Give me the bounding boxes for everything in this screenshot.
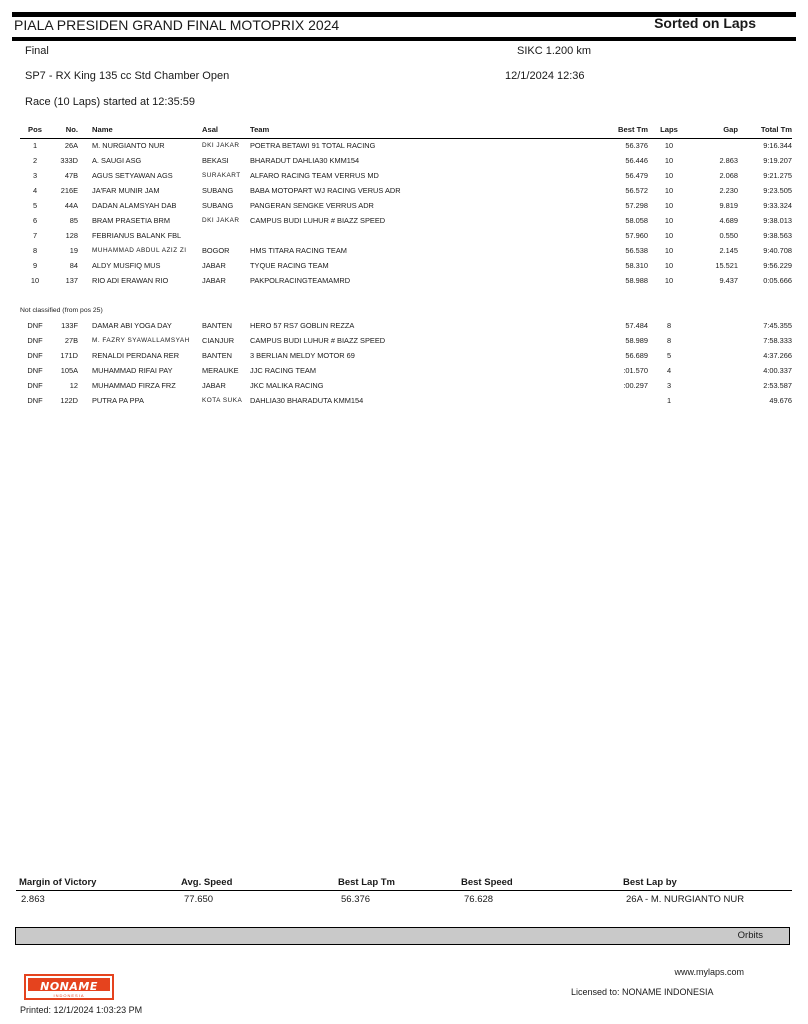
cell-asal: DKI JAKAR xyxy=(202,217,240,224)
cell-total: 9:40.708 xyxy=(763,246,792,255)
cell-best: 56.479 xyxy=(625,171,648,180)
cell-name: JA'FAR MUNIR JAM xyxy=(92,186,160,195)
race-summary xyxy=(16,874,792,909)
cell-total: 2:53.587 xyxy=(763,381,792,390)
website: www.mylaps.com xyxy=(674,967,744,977)
license-info: Licensed to: NONAME INDONESIA xyxy=(571,987,714,997)
cell-pos: 7 xyxy=(32,231,38,240)
cell-name: MUHAMMAD ABDUL AZIZ ZI xyxy=(92,247,187,254)
table-header-row xyxy=(20,124,792,138)
col-pos: Pos xyxy=(20,124,50,138)
table-row xyxy=(20,243,792,258)
cell-total: 7:45.355 xyxy=(763,321,792,330)
margin-label: Margin of Victory xyxy=(19,877,97,888)
cell-name: PUTRA PA PPA xyxy=(92,396,144,405)
cell-no: 137 xyxy=(65,276,78,285)
cell-best: 57.960 xyxy=(625,231,648,240)
cell-laps: 5 xyxy=(666,351,672,360)
cell-no: 122D xyxy=(60,396,78,405)
orbits-label: Orbits xyxy=(737,930,763,941)
cell-laps: 10 xyxy=(664,231,674,240)
results-table xyxy=(20,124,792,408)
cell-team: JKC MALIKA RACING xyxy=(250,381,324,390)
col-gap: Gap xyxy=(690,124,738,138)
cell-best: 58.989 xyxy=(625,336,648,345)
cell-name: ALDY MUSFIQ MUS xyxy=(92,261,161,270)
cell-best: 57.484 xyxy=(625,321,648,330)
cell-best: 56.689 xyxy=(625,351,648,360)
best-lap-label: Best Lap Tm xyxy=(338,877,396,888)
printed-timestamp: Printed: 12/1/2024 1:03:23 PM xyxy=(20,1005,143,1015)
col-team: Team xyxy=(250,124,586,138)
cell-laps: 4 xyxy=(666,366,672,375)
col-total: Total Tm xyxy=(738,124,792,138)
cell-name: M. FAZRY SYAWALLAMSYAH xyxy=(92,337,190,344)
cell-gap xyxy=(690,138,738,153)
table-row xyxy=(20,213,792,228)
report-title: PIALA PRESIDEN GRAND FINAL MOTOPRIX 2024 xyxy=(14,17,340,33)
cell-no: 47B xyxy=(64,171,78,180)
cell-pos: DNF xyxy=(27,366,43,375)
table-row xyxy=(20,153,792,168)
table-row xyxy=(20,318,792,333)
orbits-bar xyxy=(15,927,790,945)
cell-team: CAMPUS BUDI LUHUR # BIAZZ SPEED xyxy=(250,336,386,345)
cell-team: PANGERAN SENGKE VERRUS ADR xyxy=(250,201,374,210)
cell-asal: JABAR xyxy=(202,261,226,270)
cell-no: 27B xyxy=(64,336,78,345)
best-speed-value: 76.628 xyxy=(464,894,494,905)
cell-team: BABA MOTOPART WJ RACING VERUS ADR xyxy=(250,186,401,195)
cell-laps: 10 xyxy=(664,261,674,270)
table-row xyxy=(20,138,792,153)
cell-gap: 2.145 xyxy=(719,246,738,255)
cell-total: 7:58.333 xyxy=(763,336,792,345)
cell-asal: BOGOR xyxy=(202,246,230,255)
track-info: SIKC 1.200 km xyxy=(517,45,591,57)
cell-laps: 10 xyxy=(664,216,674,225)
cell-name: A. SAUGI ASG xyxy=(92,156,142,165)
summary-header xyxy=(16,874,792,891)
cell-total: 9:16.344 xyxy=(763,141,792,151)
col-asal: Asal xyxy=(202,124,250,138)
cell-best: 58.310 xyxy=(625,261,648,270)
cell-laps: 1 xyxy=(666,396,672,405)
cell-name: FEBRIANUS BALANK FBL xyxy=(92,231,182,240)
best-lap-value: 56.376 xyxy=(341,894,371,905)
cell-gap: 2.863 xyxy=(719,156,738,165)
cell-team: CAMPUS BUDI LUHUR # BIAZZ SPEED xyxy=(250,216,386,225)
cell-name: MUHAMMAD FIRZA FRZ xyxy=(92,381,176,390)
sort-label: Sorted on Laps xyxy=(654,15,756,31)
cell-laps: 10 xyxy=(664,246,674,255)
cell-laps: 10 xyxy=(664,201,674,210)
race-start: Race (10 Laps) started at 12:35:59 xyxy=(25,96,195,108)
cell-no: 105A xyxy=(60,366,78,375)
cell-pos: 10 xyxy=(30,276,40,285)
col-best: Best Tm xyxy=(586,124,648,138)
cell-best: 56.572 xyxy=(625,186,648,195)
cell-asal: MERAUKE xyxy=(202,366,239,375)
cell-name: RIO ADI ERAWAN RIO xyxy=(92,276,169,285)
not-classified-label: Not classified (from pos 25) xyxy=(20,307,103,314)
cell-laps: 8 xyxy=(666,321,672,330)
cell-gap xyxy=(690,333,738,348)
cell-total: 9:21.275 xyxy=(763,171,792,180)
margin-value: 2.863 xyxy=(21,894,45,905)
cell-laps: 8 xyxy=(666,336,672,345)
cell-no: 216E xyxy=(60,186,78,195)
cell-asal: KOTA SUKA xyxy=(202,397,243,404)
best-speed-label: Best Speed xyxy=(461,877,513,888)
session-label: Final xyxy=(25,45,49,57)
avg-speed-value: 77.650 xyxy=(184,894,214,905)
table-row xyxy=(20,198,792,213)
cell-total: 4:00.337 xyxy=(763,366,792,375)
cell-name: M. NURGIANTO NUR xyxy=(92,141,165,151)
cell-no: 171D xyxy=(60,351,78,360)
cell-no: 84 xyxy=(69,261,78,270)
cell-pos: 5 xyxy=(32,201,38,210)
cell-asal xyxy=(202,228,250,243)
cell-total: 0:05.666 xyxy=(763,276,792,285)
cell-pos: 1 xyxy=(32,141,38,151)
col-no: No. xyxy=(50,124,92,138)
cell-best xyxy=(586,393,648,408)
cell-gap: 2.068 xyxy=(719,171,738,180)
summary-values xyxy=(16,891,792,909)
cell-name: BRAM PRASETIA BRM xyxy=(92,216,171,225)
best-lap-by-value: 26A - M. NURGIANTO NUR xyxy=(626,894,745,905)
cell-best: 58.058 xyxy=(625,216,648,225)
cell-team: HMS TITARA RACING TEAM xyxy=(250,246,347,255)
cell-name: MUHAMMAD RIFAI PAY xyxy=(92,366,173,375)
cell-total: 9:23.505 xyxy=(763,186,792,195)
cell-team: DAHLIA30 BHARADUTA KMM154 xyxy=(250,396,364,405)
cell-gap: 15.521 xyxy=(715,261,738,270)
avg-speed-label: Avg. Speed xyxy=(181,877,233,888)
cell-laps: 10 xyxy=(664,186,674,195)
cell-pos: 9 xyxy=(32,261,38,270)
cell-laps: 10 xyxy=(664,156,674,165)
cell-laps: 10 xyxy=(664,141,674,151)
cell-asal: SUBANG xyxy=(202,186,234,195)
table-row xyxy=(20,378,792,393)
cell-pos: 8 xyxy=(32,246,38,255)
logo-subtext: INDONESIA xyxy=(53,993,85,998)
cell-no: 85 xyxy=(69,216,78,225)
cell-laps: 10 xyxy=(664,276,674,285)
cell-total: 49.676 xyxy=(769,396,792,405)
cell-gap xyxy=(690,363,738,378)
cell-name: RENALDI PERDANA RER xyxy=(92,351,180,360)
cell-asal: BANTEN xyxy=(202,321,232,330)
cell-pos: DNF xyxy=(27,336,43,345)
cell-gap: 2.230 xyxy=(719,186,738,195)
cell-name: DADAN ALAMSYAH DAB xyxy=(92,201,177,210)
cell-pos: DNF xyxy=(27,396,43,405)
results-body xyxy=(20,138,792,408)
cell-gap xyxy=(690,318,738,333)
cell-no: 333D xyxy=(60,156,78,165)
cell-team: TYQUE RACING TEAM xyxy=(250,261,329,270)
cell-best: 56.538 xyxy=(625,246,648,255)
cell-gap xyxy=(690,378,738,393)
report-header xyxy=(14,17,794,37)
table-row xyxy=(20,393,792,408)
col-laps: Laps xyxy=(648,124,690,138)
cell-team: JJC RACING TEAM xyxy=(250,366,316,375)
datetime: 12/1/2024 12:36 xyxy=(505,70,585,82)
cell-laps: 3 xyxy=(666,381,672,390)
table-row xyxy=(20,183,792,198)
cell-best: 57.298 xyxy=(625,201,648,210)
table-row xyxy=(20,168,792,183)
cell-no: 44A xyxy=(64,201,78,210)
cell-pos: 4 xyxy=(32,186,38,195)
class-label: SP7 - RX King 135 cc Std Chamber Open xyxy=(25,70,230,82)
cell-gap: 4.689 xyxy=(719,216,738,225)
cell-pos: 6 xyxy=(32,216,38,225)
cell-total: 9:33.324 xyxy=(763,201,792,210)
cell-gap: 0.550 xyxy=(719,231,738,240)
cell-total: 4:37.266 xyxy=(763,351,792,360)
col-name: Name xyxy=(92,124,202,138)
cell-team: PAKPOLRACINGTEAMAMRD xyxy=(250,276,351,285)
cell-asal: JABAR xyxy=(202,381,226,390)
cell-gap xyxy=(690,348,738,363)
table-row xyxy=(20,228,792,243)
cell-total: 9:19.207 xyxy=(763,156,792,165)
noname-logo xyxy=(24,974,114,1000)
table-row xyxy=(20,348,792,363)
cell-pos: DNF xyxy=(27,381,43,390)
best-lap-by-label: Best Lap by xyxy=(623,877,677,888)
cell-pos: 3 xyxy=(32,171,38,180)
cell-best: 56.446 xyxy=(625,156,648,165)
cell-gap: 9.437 xyxy=(719,276,738,285)
header-rule xyxy=(12,37,796,41)
cell-asal: SURAKART xyxy=(202,172,241,179)
cell-team: POETRA BETAWI 91 TOTAL RACING xyxy=(250,141,376,151)
cell-no: 26A xyxy=(64,141,78,151)
cell-asal: BEKASI xyxy=(202,156,229,165)
cell-name: AGUS SETYAWAN AGS xyxy=(92,171,173,180)
cell-no: 12 xyxy=(69,381,78,390)
cell-team: BHARADUT DAHLIA30 KMM154 xyxy=(250,156,360,165)
cell-pos: DNF xyxy=(27,321,43,330)
cell-total: 9:38.563 xyxy=(763,231,792,240)
table-row xyxy=(20,273,792,288)
table-row xyxy=(20,333,792,348)
cell-team: ALFARO RACING TEAM VERRUS MD xyxy=(250,171,379,180)
cell-total: 9:38.013 xyxy=(763,216,792,225)
cell-name: DAMAR ABI YOGA DAY xyxy=(92,321,172,330)
cell-asal: BANTEN xyxy=(202,351,232,360)
cell-no: 128 xyxy=(65,231,78,240)
table-row xyxy=(20,363,792,378)
cell-asal: CIANJUR xyxy=(202,336,235,345)
cell-gap xyxy=(690,393,738,408)
cell-team: HERO 57 RS7 GOBLIN REZZA xyxy=(250,321,355,330)
logo-text: NONAME xyxy=(40,980,98,993)
cell-asal: DKI JAKAR xyxy=(202,142,240,150)
cell-gap: 9.819 xyxy=(719,201,738,210)
cell-best: :00.297 xyxy=(623,381,648,390)
cell-best: :01.570 xyxy=(623,366,648,375)
cell-asal: JABAR xyxy=(202,276,226,285)
cell-best: 56.376 xyxy=(625,141,648,151)
cell-best: 58.988 xyxy=(625,276,648,285)
cell-pos: DNF xyxy=(27,351,43,360)
table-row xyxy=(20,258,792,273)
cell-total: 9:56.229 xyxy=(763,261,792,270)
cell-laps: 10 xyxy=(664,171,674,180)
cell-team xyxy=(250,228,586,243)
not-classified-heading-row xyxy=(20,303,792,318)
cell-no: 19 xyxy=(69,246,78,255)
cell-asal: SUBANG xyxy=(202,201,234,210)
cell-no: 133F xyxy=(61,321,78,330)
cell-team: 3 BERLIAN MELDY MOTOR 69 xyxy=(250,351,355,360)
cell-pos: 2 xyxy=(32,156,38,165)
